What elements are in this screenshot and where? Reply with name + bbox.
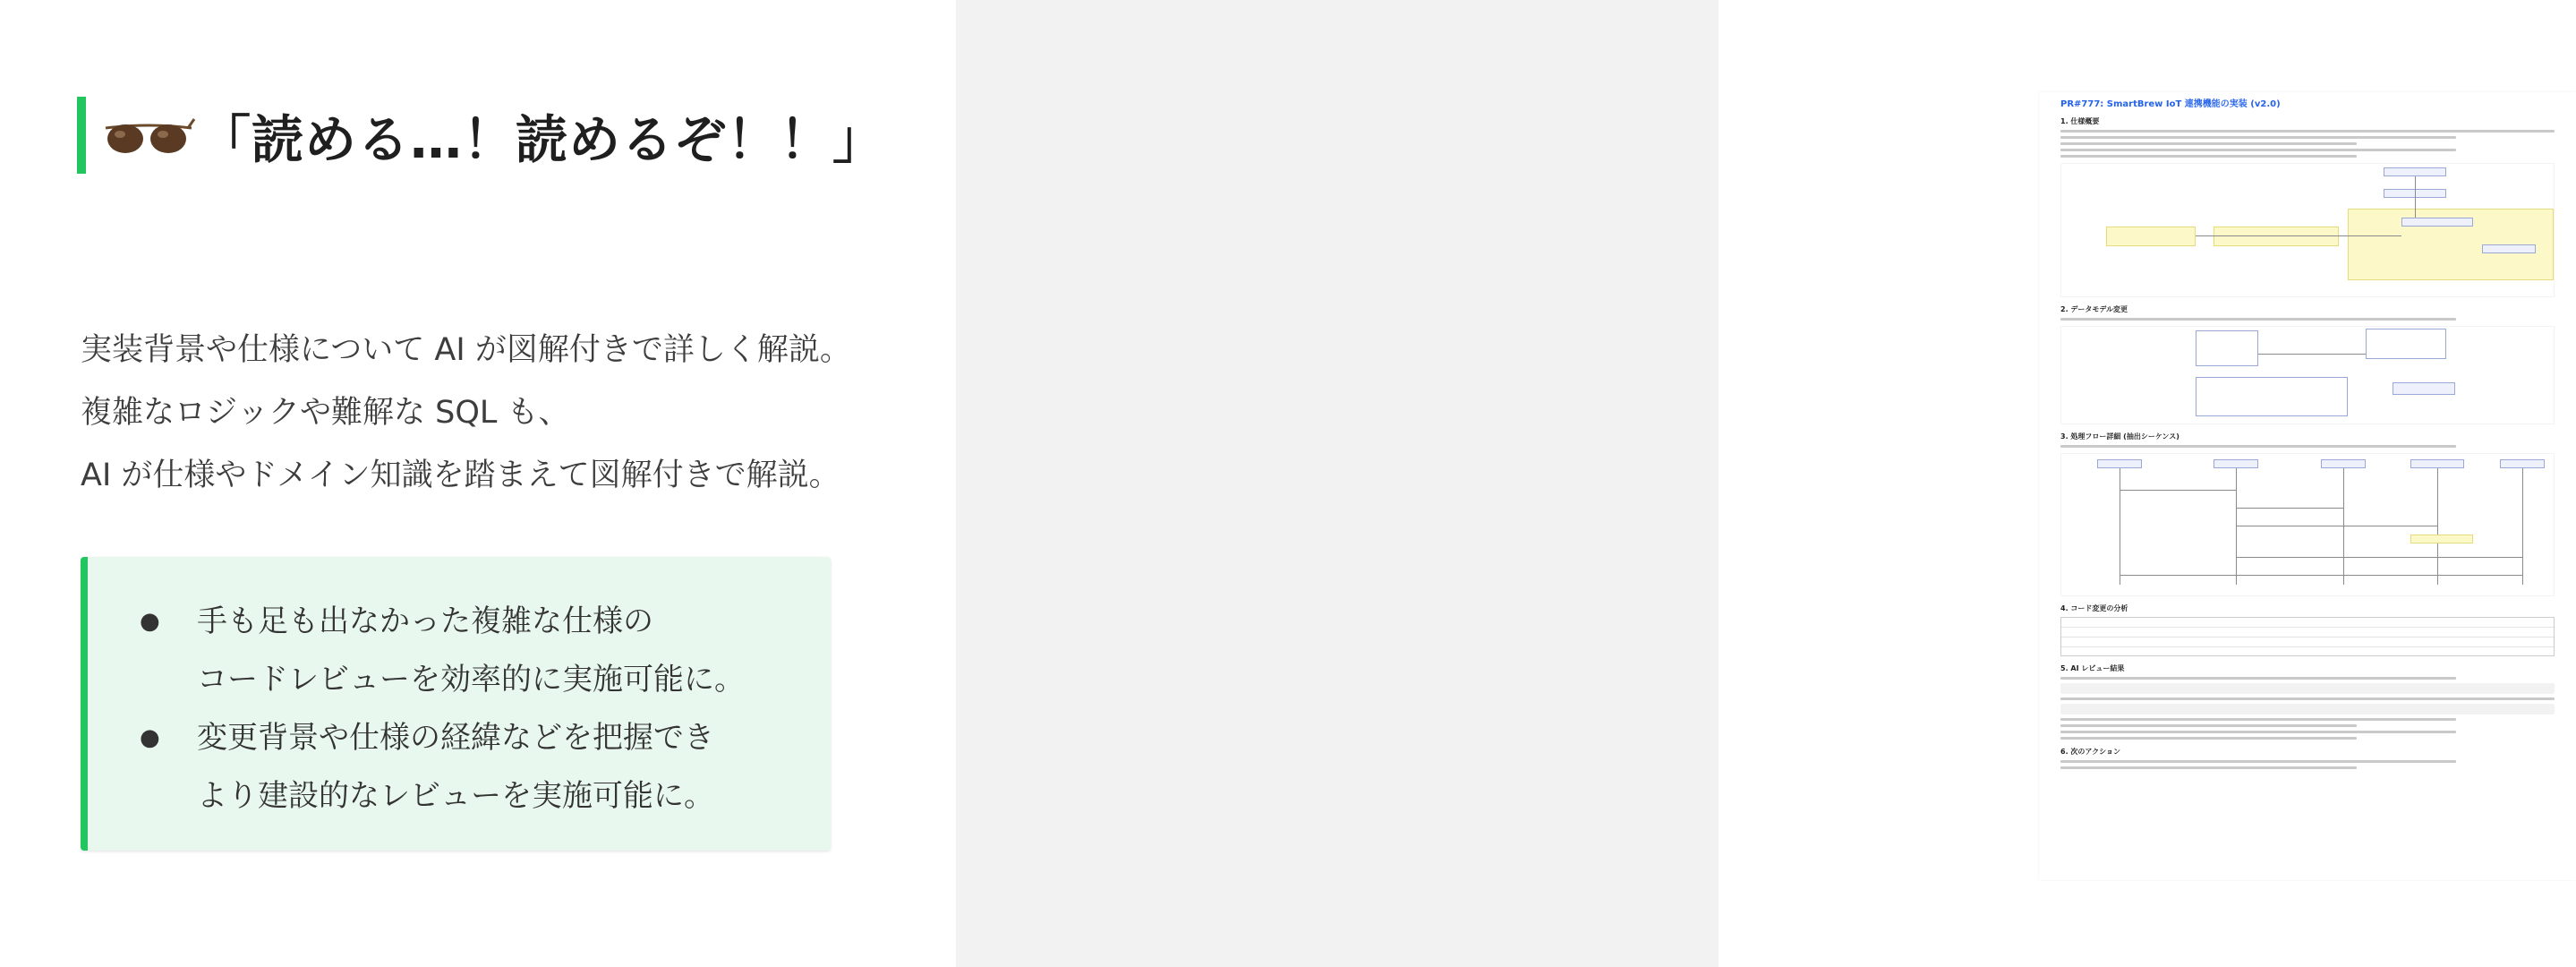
- text-line: [2060, 718, 2456, 721]
- code-change-table: [2060, 617, 2555, 656]
- er-diagram: [2060, 326, 2555, 424]
- description-line: 複雑なロジックや難解な SQL も、: [81, 395, 570, 431]
- sequence-diagram: [2060, 453, 2555, 596]
- slide-title-row: [77, 97, 885, 174]
- slide-right-panel: [956, 0, 2281, 967]
- text-line: [2060, 737, 2357, 740]
- slide-left-panel: [0, 0, 956, 967]
- callout-list: [140, 593, 831, 826]
- text-line: [2060, 130, 2555, 133]
- description: [81, 319, 886, 507]
- doc-section-heading: 4. コード変更の分析: [2060, 604, 2128, 612]
- text-line: [2060, 142, 2357, 145]
- callout-item-line: 手も足も出なかった複雑な仕様の: [197, 603, 653, 639]
- doc-section-heading: 6. 次のアクション: [2060, 748, 2120, 756]
- code-block: [2060, 704, 2555, 715]
- bullet-icon: ●: [140, 724, 160, 751]
- slide-title: 「読める…！読めるぞ！！」: [199, 109, 886, 170]
- doc-section-heading: 3. 処理フロー詳細 (抽出シーケンス): [2060, 432, 2179, 441]
- text-line: [2060, 155, 2357, 158]
- pr-document-preview: [2039, 92, 2576, 880]
- description-line: AI が仕様やドメイン知識を踏まえて図解付きで解説。: [81, 458, 840, 493]
- code-block: [2060, 683, 2555, 694]
- callout-item: [140, 593, 831, 709]
- text-line: [2060, 697, 2555, 700]
- text-line: [2060, 136, 2456, 139]
- doc-section-heading: 5. AI レビュー結果: [2060, 664, 2125, 672]
- callout-item-line: より建設的なレビューを実施可能に。: [197, 778, 714, 814]
- callout-box: [81, 557, 831, 851]
- text-line: [2060, 760, 2456, 763]
- sunglasses-icon: [102, 110, 195, 160]
- bullet-icon: ●: [140, 608, 160, 635]
- text-line: [2060, 724, 2357, 727]
- callout-item-line: コードレビューを効率的に実施可能に。: [197, 662, 745, 697]
- text-line: [2060, 445, 2456, 448]
- text-line: [2060, 149, 2456, 151]
- text-line: [2060, 677, 2456, 680]
- doc-section-heading: 2. データモデル変更: [2060, 305, 2128, 313]
- callout-item-line: 変更背景や仕様の経緯などを把握でき: [197, 720, 714, 756]
- callout-item: [140, 709, 831, 826]
- doc-title: PR#777: SmartBrew IoT 連携機能の実装 (v2.0): [2060, 99, 2281, 109]
- text-line: [2060, 318, 2456, 321]
- text-line: [2060, 731, 2456, 733]
- text-line: [2060, 766, 2357, 769]
- description-line: 実装背景や仕様について AI が図解付きで詳しく解説。: [81, 332, 851, 368]
- architecture-diagram: [2060, 163, 2555, 297]
- doc-section-heading: 1. 仕様概要: [2060, 117, 2100, 125]
- title-accent-bar: [77, 97, 86, 174]
